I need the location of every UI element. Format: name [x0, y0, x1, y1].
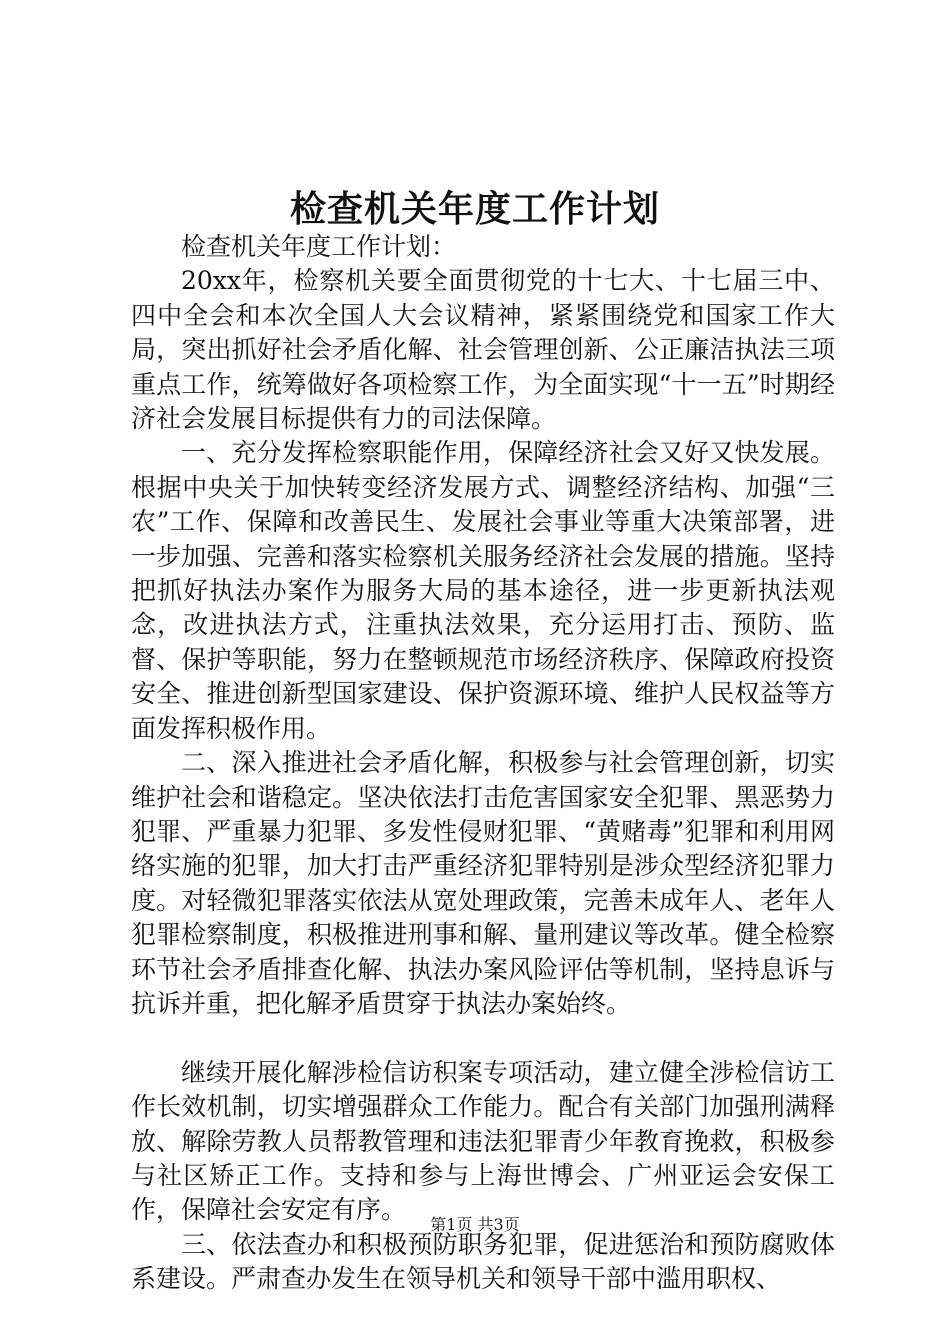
- page-footer: 第1页 共3页: [430, 1215, 520, 1234]
- paragraph-overview: 20xx年，检察机关要全面贯彻党的十七大、十七届三中、四中全会和本次全国人大会议精神，紧紧围绕党和国家工作大局，突出抓好社会矛盾化解、社会管理创新、公正廉洁执法三项重点工作，统筹做好各项检察工作，为全面实现“十一五”时期经济社会发展目标提供有力的司法保障。: [131, 266, 835, 434]
- paragraph-petition-work: 继续开展化解涉检信访积案专项活动，建立健全涉检信访工作长效机制，切实增强群众工作能力。配合有关部门加强刑满释放、解除劳教人员帮教管理和违法犯罪青少年教育挽救，积极参与社区矫正工作。支持和参与上海世博会、广州亚运会安保工作，保障社会安定有序。: [131, 1057, 835, 1225]
- paragraph-section-one: 一、充分发挥检察职能作用，保障经济社会又好又快发展。根据中央关于加快转变经济发展方式、调整经济结构、加强“三农”工作、保障和改善民生、发展社会事业等重大决策部署，进一步加强、完善和落实检察机关服务经济社会发展的措施。坚持把抓好执法办案作为服务大局的基本途径，进一步更新执法观念，改进执法方式，注重执法效果，充分运用打击、预防、监督、保护等职能，努力在整顿规范市场经济秩序、保障政府投资安全、推进创新型国家建设、保护资源环境、维护人民权益等方面发挥积极作用。: [131, 438, 835, 743]
- paragraph-section-two: 二、深入推进社会矛盾化解，积极参与社会管理创新，切实维护社会和谐稳定。坚决依法打击危害国家安全犯罪、黑恶势力犯罪、严重暴力犯罪、多发性侵财犯罪、“黄赌毒”犯罪和利用网络实施的犯罪，加大打击严重经济犯罪特别是涉众型经济犯罪力度。对轻微犯罪落实依法从宽处理政策，完善未成年人、老年人犯罪检察制度，积极推进刑事和解、量刑建议等改革。健全检察环节社会矛盾排查化解、执法办案风险评估等机制，坚持息诉与抗诉并重，把化解矛盾贯穿于执法办案始终。: [131, 748, 835, 1018]
- paragraph-intro: 检查机关年度工作计划：: [181, 232, 457, 261]
- paragraph-section-three: 三、依法查办和积极预防职务犯罪，促进惩治和预防腐败体系建设。严肃查办发生在领导机关和领导干部中滥用职权、: [131, 1229, 835, 1294]
- document-title: 检查机关年度工作计划: [289, 188, 660, 230]
- document-body: [131, 230, 835, 1297]
